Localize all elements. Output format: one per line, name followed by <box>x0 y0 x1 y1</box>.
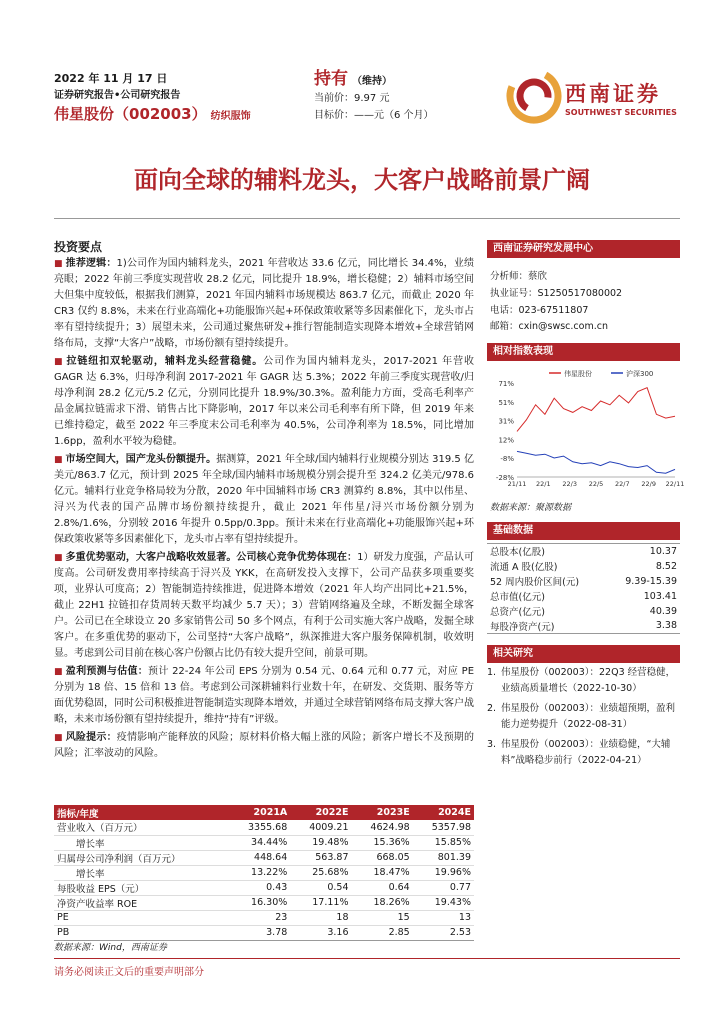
basic-value: 40.39 <box>649 605 677 617</box>
table-header-cell: 指标/年度 <box>54 805 229 820</box>
row-label: PB <box>54 925 229 940</box>
row-value: 34.44% <box>229 835 290 850</box>
table-row <box>487 544 680 559</box>
basic-data-table <box>487 543 680 634</box>
row-value: 15.85% <box>413 835 474 850</box>
point-title: 盈利预测与估值： <box>65 666 149 677</box>
point-advantages <box>54 550 474 662</box>
row-value: 3.78 <box>229 925 290 940</box>
logo-english: SOUTHWEST SECURITIES <box>565 108 677 117</box>
row-value: 0.43 <box>229 880 290 895</box>
point-title: 拉链纽扣双轮驱动，辅料龙头经营稳健。 <box>66 356 264 367</box>
row-label: 净资产收益率 ROE <box>54 895 229 910</box>
row-label: 每股收益 EPS（元） <box>54 880 229 895</box>
point-text: 疫情影响产能释放的风险；原材料价格大幅上涨的风险；新客户增长不及预期的风险；汇率波动的风险。 <box>54 732 474 759</box>
row-value: 18 <box>290 910 351 925</box>
x-tick-label: 22/7 <box>615 480 630 488</box>
related-item[interactable] <box>487 665 680 697</box>
y-tick-label: -8% <box>500 455 514 464</box>
point-text: 1)公司作为国内辅料龙头，2021 年营收达 33.6 亿元，同比增长 34.4%，业绩亮眼；2022 年前三季度实现营收 28.2 亿元，同比提升 18.9%，增长稳健；2）辅料市场空间大但集中度较低，根据我们测算，2021 年国内辅料市场规模达 863.7 亿元，而截止 2020 年 CR3 仅约 8.8%，未来在行业高端化+功能服饰兴起+环保政策收紧等多因素催化下，龙头市占率有望持续提升；3）展望未来，公司通过聚焦研发+推行智能制造实现降本增效+全球营销网络布局，支撑“大客户”战略，市场份额有望持续提升。 <box>54 258 474 349</box>
legend-label: 沪深300 <box>626 370 654 378</box>
point-forecast <box>54 664 474 728</box>
basic-label: 每股净资产(元) <box>487 619 607 634</box>
related-item-text: 伟星股份（002003）：业绩超预期，盈利能力逆势提升（2022-08-31） <box>501 703 676 730</box>
related-item-number: 1. <box>487 667 497 678</box>
basic-value: 9.39-15.39 <box>625 575 677 587</box>
basic-data-heading: 基础数据 <box>487 522 680 540</box>
point-title: 市场空间大，国产龙头份额提升。 <box>65 454 217 465</box>
point-risk <box>54 730 474 762</box>
related-item-text: 伟星股份（002003）：业绩稳健，“大辅料”战略稳步前行（2022-04-21） <box>501 739 671 766</box>
footer-divider <box>54 958 680 959</box>
x-tick-label: 22/3 <box>562 480 577 488</box>
bullet-icon: ■ <box>54 357 64 367</box>
basic-value: 103.41 <box>643 590 677 602</box>
table-row <box>487 619 680 634</box>
table-header-cell: 2024E <box>413 805 474 820</box>
row-value: 19.96% <box>413 865 474 880</box>
table-header-cell: 2021A <box>229 805 290 820</box>
rating-text: 持有 <box>314 69 348 89</box>
current-price: 当前价：9.97 元 <box>314 93 390 104</box>
y-tick-label: 31% <box>498 417 514 426</box>
analyst-phone: 电话：023-67511807 <box>490 305 589 316</box>
basic-label: 总市值(亿元) <box>490 592 545 603</box>
table-row <box>54 820 474 835</box>
analyst-name: 分析师：蔡欣 <box>490 271 548 282</box>
row-value: 23 <box>229 910 290 925</box>
title-divider <box>54 218 680 219</box>
row-value: 19.48% <box>290 835 351 850</box>
basic-value: 3.38 <box>607 619 680 634</box>
related-item-number: 3. <box>487 739 497 750</box>
table-row <box>54 925 474 940</box>
related-item-text: 伟星股份（002003）：22Q3 经营稳健，业绩高质量增长（2022-10-30） <box>501 667 676 694</box>
y-tick-label: 71% <box>498 380 514 388</box>
industry-label: 纺织服饰 <box>210 111 251 122</box>
analyst-email: 邮箱：cxin@swsc.com.cn <box>490 321 608 332</box>
row-value: 4009.21 <box>290 820 351 835</box>
y-tick-label: 51% <box>498 398 514 407</box>
related-item[interactable] <box>487 701 680 733</box>
x-tick-label: 22/11 <box>665 480 685 488</box>
row-value: 0.64 <box>352 880 413 895</box>
y-tick-label: -28% <box>495 474 514 482</box>
table-header-cell: 2023E <box>352 805 413 820</box>
row-value: 5357.98 <box>413 820 474 835</box>
legend-label: 伟星股份 <box>564 370 592 378</box>
point-title: 风险提示： <box>65 732 117 743</box>
point-operations <box>54 354 474 450</box>
company-name-text: 伟星股份（002003） <box>54 105 207 123</box>
table-row <box>487 574 680 589</box>
target-price: 目标价：——元（6 个月） <box>314 110 434 121</box>
table-row <box>487 589 680 604</box>
financial-forecast-table <box>54 805 474 941</box>
bullet-icon: ■ <box>54 553 63 563</box>
row-value: 3355.68 <box>229 820 290 835</box>
table-row <box>487 604 680 619</box>
row-value: 25.68% <box>290 865 351 880</box>
bullet-icon: ■ <box>54 667 63 677</box>
row-value: 2.85 <box>352 925 413 940</box>
row-value: 16.30% <box>229 895 290 910</box>
table-row <box>54 850 474 865</box>
row-label: 增长率 <box>54 835 229 850</box>
report-date: 2022 年 11 月 17 日 <box>54 72 168 85</box>
x-tick-label: 22/5 <box>588 480 604 488</box>
row-value: 18.26% <box>352 895 413 910</box>
basic-value: 8.52 <box>655 560 677 572</box>
series-line-hs300 <box>517 451 675 473</box>
point-text: 1）研发力度强，产品认可度高。公司研发费用率持续高于浔兴及 YKK，在高研发投入支撑下，公司产品获多项重要奖项，业界认可度高；2）智能制造持续推进，促进降本增效（2021 年人均产出同比+21.5%，截止 22H1 拉链扣存货周转天数平均减少 5.7 天）；3）营销网络遍及全球，不断发掘全球客户。公司已在全球设立 20 多家销售公司 50 多个网点，有利于公司实施大客户战略，发掘全球客户。在多重优势的驱动下，公司坚持“大客户战略”，纵深推进大客户服务保障机制，收效明显。考虑到公司目前在核心客户份额占比仍有较大提升空间，前景可期。 <box>54 552 474 659</box>
row-label: 增长率 <box>54 865 229 880</box>
point-title: 多重优势驱动，大客户战略收效显著。公司核心竞争优势体现在： <box>65 552 358 563</box>
point-market <box>54 452 474 548</box>
table-header-row <box>54 805 474 820</box>
basic-value: 10.37 <box>607 544 680 559</box>
x-tick-label: 22/1 <box>536 480 551 488</box>
y-tick-label: 12% <box>498 436 514 445</box>
chart-source: 数据来源：聚源数据 <box>490 503 572 513</box>
related-item-number: 2. <box>487 703 497 714</box>
logo-text: 西南证券 <box>565 81 661 106</box>
table-row <box>54 895 474 910</box>
analyst-license: 执业证号：S1250517080002 <box>490 288 623 299</box>
related-research-heading: 相关研究 <box>487 645 680 663</box>
rating <box>314 64 392 89</box>
row-value: 563.87 <box>290 850 351 865</box>
row-label: 归属母公司净利润（百万元） <box>54 850 229 865</box>
x-tick-label: 21/11 <box>507 480 527 488</box>
rating-note: （维持） <box>352 76 392 87</box>
row-value: 18.47% <box>352 865 413 880</box>
row-label: PE <box>54 910 229 925</box>
investment-points <box>54 256 474 764</box>
table-row <box>54 880 474 895</box>
investment-heading: 投资要点 <box>54 240 103 254</box>
basic-label: 总股本(亿股) <box>487 544 607 559</box>
row-label: 营业收入（百万元） <box>54 820 229 835</box>
bullet-icon: ■ <box>54 455 63 465</box>
point-text: 预计 22-24 年公司 EPS 分别为 0.54 元、0.64 元和 0.77 元，对应 PE 分别为 18 倍、15 倍和 13 倍。考虑到公司深耕辅料行业数十年，在研发、交货期、服务等方面优势稳固，同时公司积极推进智能制造实现降本增效，并通过全球营销网络布局支撑大客户战略，未来市场份额有望持续提升，维持“持有”评级。 <box>54 666 475 725</box>
x-tick-label: 22/9 <box>641 480 656 488</box>
table-source: 数据来源：Wind，西南证券 <box>54 943 167 953</box>
row-value: 4624.98 <box>352 820 413 835</box>
relative-performance-chart <box>487 365 685 493</box>
point-title: 推荐逻辑： <box>65 258 117 269</box>
row-value: 3.16 <box>290 925 351 940</box>
bullet-icon: ■ <box>54 259 63 269</box>
series-line-weixing <box>517 388 675 432</box>
basic-label: 流通 A 股(亿股) <box>490 562 558 573</box>
row-value: 13 <box>413 910 474 925</box>
relative-performance-heading: 相对指数表现 <box>487 343 680 361</box>
row-value: 0.54 <box>290 880 351 895</box>
table-row <box>54 910 474 925</box>
company-name <box>54 103 251 124</box>
research-center-heading: 西南证券研究发展中心 <box>487 240 680 258</box>
point-recommend <box>54 256 474 352</box>
table-row <box>54 835 474 850</box>
report-title: 面向全球的辅料龙头，大客户战略前景广阔 <box>134 165 590 194</box>
point-text: 据测算，2021 年全球/国内辅料行业规模分别达 319.5 亿美元/863.7 亿元，预计到 2025 年全球/国内辅料市场规模分别会提升至 324.2 亿美元/978.6 亿元。辅料行业竞争格局较为分散，2020 年中国辅料市场 CR3 测算约 8.8%，其中以伟星、浔兴为代表的国产品牌市场份额持续提升，截止 2021 年伟星/浔兴市场份额分别为 2.8%/1.6%，分别较 2016 年提升 0.5pp/0.3pp。预计未来在行业高端化+功能服饰兴起+环保政策收紧等多因素催化下，龙头市占率有望持续提升。 <box>54 454 474 545</box>
point-text: 公司作为国内辅料龙头，2017-2021 年营收 GAGR 达 6.3%，归母净利润 2017-2021 年 GAGR 达 5.3%；2022 年前三季度实现营收/归母净利润 28.2 亿元/5.2 亿元，分别同比提升 18.9%/30.3%。盈利能力方面，受高毛利率产品金属拉链需求下滑、销售占比下降影响，2017 年以来公司毛利率有所下降，但 2019 年来已维持稳定，截至 2022 年三季度末公司毛利率为 40.5%，公司净利率为 18.5%，同比增加 1.6pp，盈利水平较为稳健。 <box>54 356 475 447</box>
footer-disclaimer: 请务必阅读正文后的重要声明部分 <box>54 967 204 978</box>
row-value: 801.39 <box>413 850 474 865</box>
basic-label: 总资产(亿元) <box>490 607 545 618</box>
row-value: 448.64 <box>229 850 290 865</box>
row-value: 15.36% <box>352 835 413 850</box>
row-value: 19.43% <box>413 895 474 910</box>
table-row <box>487 559 680 574</box>
row-value: 13.22% <box>229 865 290 880</box>
report-type: 证券研究报告•公司研究报告 <box>54 90 181 101</box>
row-value: 17.11% <box>290 895 351 910</box>
row-value: 15 <box>352 910 413 925</box>
table-row <box>54 865 474 880</box>
row-value: 0.77 <box>413 880 474 895</box>
related-research-list <box>487 665 680 773</box>
table-header-cell: 2022E <box>290 805 351 820</box>
row-value: 2.53 <box>413 925 474 940</box>
basic-label: 52 周内股价区间(元) <box>490 577 580 588</box>
row-value: 668.05 <box>352 850 413 865</box>
related-item[interactable] <box>487 737 680 769</box>
bullet-icon: ■ <box>54 733 63 743</box>
